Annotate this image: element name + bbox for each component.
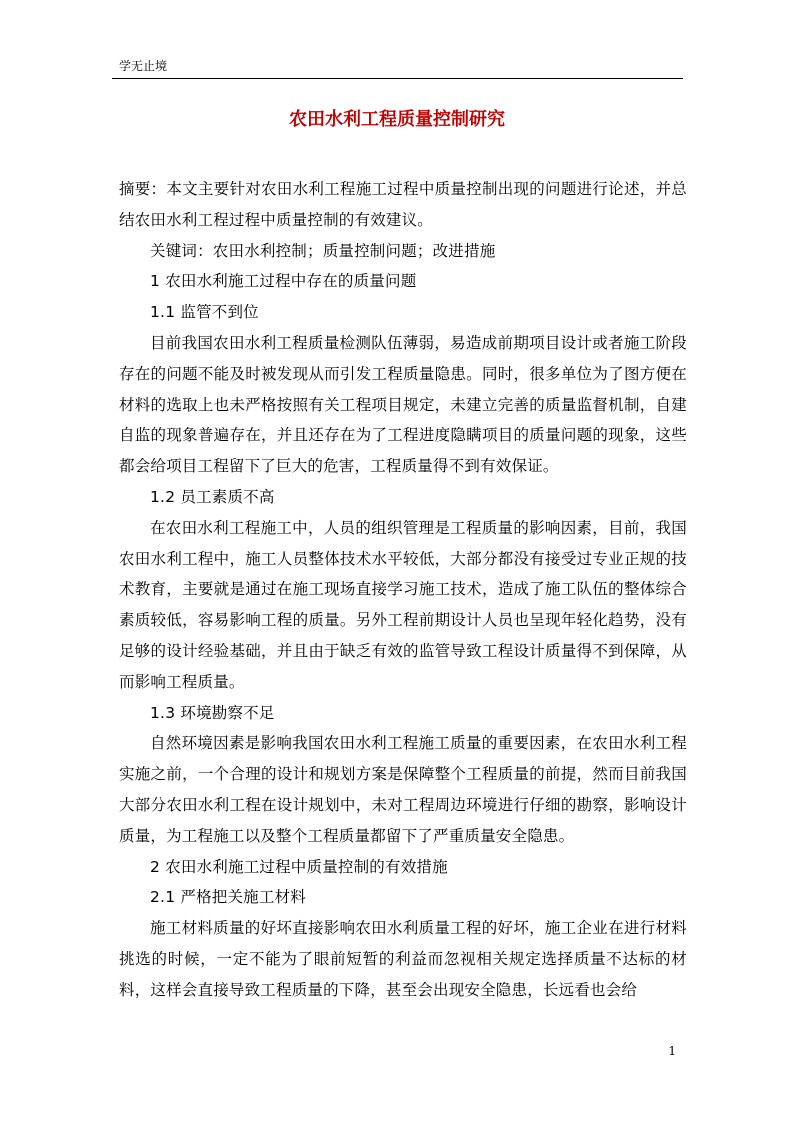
body-paragraph: 自然环境因素是影响我国农田水利工程施工质量的重要因素，在农田水利工程实施之前，一个合理的设计和规划方案是保障整个工程质量的前提，然而目前我国大部分农田水利工程在设计规划中，未对工程周边环境进行仔细的勘察，影响设计质量，为工程施工以及整个工程质量都留下了严重质量安全隐患。 bbox=[119, 734, 687, 845]
keywords-paragraph: 关键词：农田水利控制；质量控制问题；改进措施 bbox=[150, 241, 496, 260]
page-number: 1 bbox=[668, 1044, 676, 1058]
body-paragraph: 目前我国农田水利工程质量检测队伍薄弱，易造成前期项目设计或者施工阶段存在的问题不能及时被发现从而引发工程质量隐患。同时，很多单位为了图方便在材料的选取上也未严格按照有关工程项目规定，未建立完善的质量监督机制，自建自监的现象普遍存在，并且还存在为了工程进度隐瞒项目的质量问题的现象，这些都会给项目工程留下了巨大的危害，工程质量得不到有效保证。 bbox=[119, 333, 687, 476]
section-heading-1: 1 农田水利施工过程中存在的质量问题 bbox=[150, 272, 417, 291]
subsection-heading-2-1: 2.1 严格把关施工材料 bbox=[150, 888, 306, 907]
header-divider bbox=[112, 78, 683, 79]
subsection-heading-1-2: 1.2 员工素质不高 bbox=[150, 487, 275, 506]
document-body bbox=[119, 174, 687, 1006]
header-text: 学无止境 bbox=[119, 59, 168, 73]
subsection-heading-1-1: 1.1 监管不到位 bbox=[150, 303, 259, 322]
document-title: 农田水利工程质量控制研究 bbox=[289, 109, 505, 130]
body-paragraph: 在农田水利工程施工中，人员的组织管理是工程质量的影响因素，目前，我国农田水利工程中，施工人员整体技术水平较低，大部分都没有接受过专业正规的技术教育，主要就是通过在施工现场直接学习施工技术，造成了施工队伍的整体综合素质较低，容易影响工程的质量。另外工程前期设计人员也呈现年轻化趋势，没有足够的设计经验基础，并且由于缺乏有效的监管导致工程设计质量得不到保障，从而影响工程质量。 bbox=[119, 518, 687, 691]
abstract-paragraph: 摘要：本文主要针对农田水利工程施工过程中质量控制出现的问题进行论述，并总结农田水利工程过程中质量控制的有效建议。 bbox=[119, 180, 687, 229]
section-heading-2: 2 农田水利施工过程中质量控制的有效措施 bbox=[150, 857, 448, 876]
body-paragraph: 施工材料质量的好坏直接影响农田水利质量工程的好坏，施工企业在进行材料挑选的时候，一定不能为了眼前短暂的利益而忽视相关规定选择质量不达标的材料，这样会直接导致工程质量的下降，甚至会出现安全隐患，长远看也会给 bbox=[119, 919, 687, 999]
subsection-heading-1-3: 1.3 环境勘察不足 bbox=[150, 703, 275, 722]
